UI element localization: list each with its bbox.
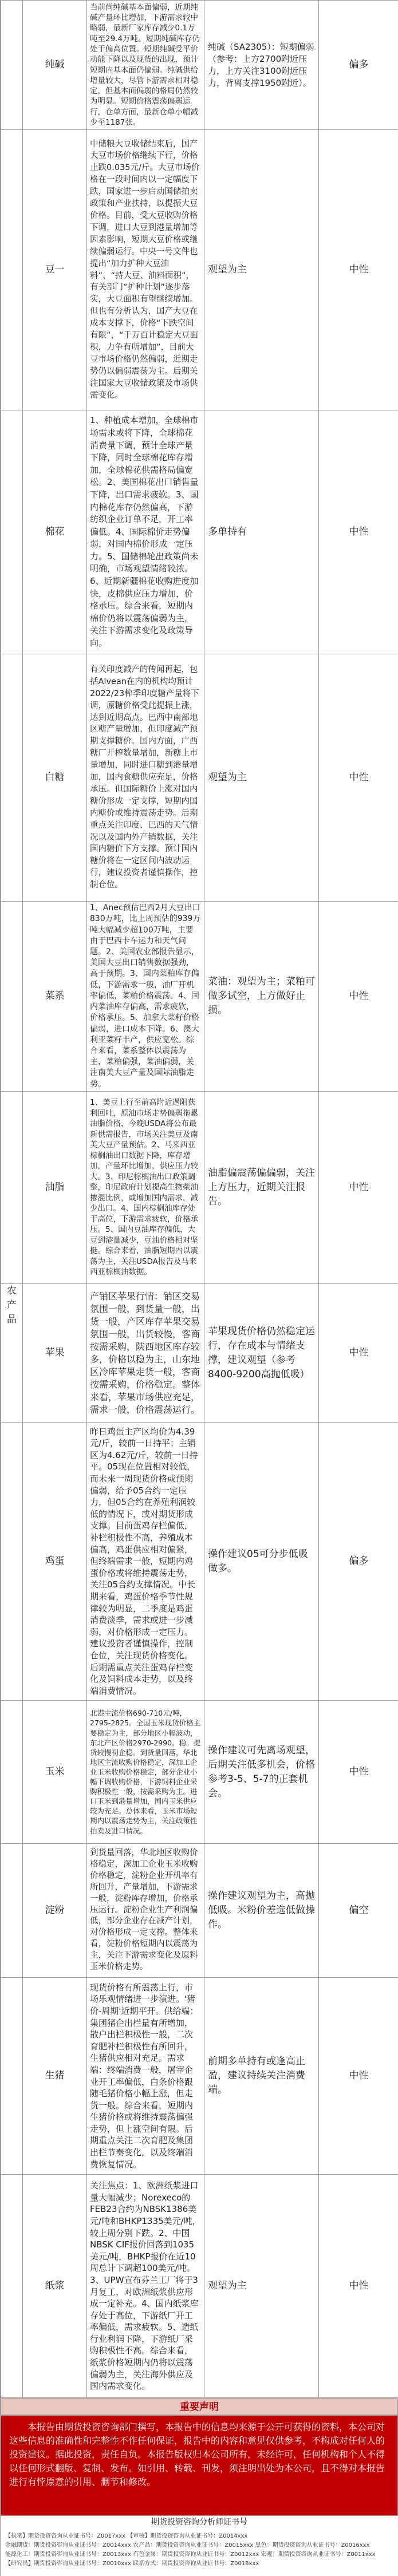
view-label: 偏多: [319, 1423, 398, 1701]
product-name: 菜系: [23, 902, 87, 1092]
credential-line: 金融期货：期货投资咨询从业证书号：Z0014xxx 农产品：期货投资咨询从业证书号：Z0015xxx 黑色：期货投资咨询从业证书号：Z0016xxx: [5, 2542, 370, 2549]
table-row: [1, 1284, 398, 1423]
category-cell: [1, 1423, 23, 1701]
table-row: [1, 410, 398, 654]
strategy-text: 油脂偏震荡偏偏弱，关注上方压力，近期关注报告。: [204, 1092, 319, 1284]
analysis-text: 现货价格有所震荡上行，市场乐观情绪进一步演进。'猪价-周期'近期平开。供给端：集团猪企出栏量有所增加，散户出栏积极性一般，二次育肥补栏积极性有所回升，生猪供应相对充足。需求端：终端消费一般，屠宰企业开工率偏低，白条价格跟随毛猪价格小幅上涨，但走货一般。综合来看，短期内生猪价格或将维持震荡偏强走势，但上涨空间有限。后期重点关注二次育肥及集团出栏节奏变化，以及终端消费恢复情况。: [87, 1978, 204, 2175]
table-row: [1, 1423, 398, 1701]
category-cell: [1, 1701, 23, 1844]
view-label: 中性: [319, 130, 398, 410]
product-name: 生猪: [23, 1978, 87, 2175]
credential-line: 能源化工：期货投资咨询从业证书号：Z0013xxx 有色金属：期货投资咨询从业证书号：Z0012xxx 宏观：期货投资咨询从业证书号：Z0011xxx: [5, 2551, 376, 2558]
strategy-text: 前期多单持有或逢高止盈，建议持续关注消费端。: [204, 1978, 319, 2175]
strategy-text: 苹果现货价格仍然稳定运行，存在成本与情绪支撑，建议观望（参考8400-9200高抛低吸）: [204, 1284, 319, 1423]
analysis-text: 1、美豆上行至前高附近遇阻获利回吐，原油市场走势偏弱拖累油脂价格，今晚USDA将公布最新供需报告，市场关注美豆及南美大豆产量预估。2、马来西亚棕榈油出口数据下降，库存增加，产量环比增加，供应压力较大。3、印尼棕榈油出口政策调整，印尼政府计划提高生物柴油掺混比例，或增加国内需求，减少出口。4、国内棕榈油库存处于高位，下游需求疲软，价格承压。5、国内豆油库存偏低，大豆到港量减少，豆油价格相对坚挺。综合来看，油脂短期内以震荡为主，关注USDA报告及马来西亚棕榈油数据。: [87, 1092, 204, 1284]
category-cell: [1, 654, 23, 902]
analysis-text: 到货量回落，华北地区收购价格稳定，深加工企业玉米收购价格稳定，淀粉企业开机率有所回升，产量增加，下游需求一般，淀粉库存增加，价格承压运行。淀粉企业生产利润偏低，部分企业存在减产计划，对价格形成一定支撑。整体来看，淀粉价格短期内以震荡为主，关注下游需求变化及原料玉米价格走势。: [87, 1844, 204, 1978]
strategy-text: 菜油：观望为主；菜粕可做多试空，上方做好止损。: [204, 902, 319, 1092]
category-cell: [1, 1092, 23, 1284]
product-name: 苹果: [23, 1284, 87, 1423]
table-row: [1, 1092, 398, 1284]
analyst-credentials: [1, 2531, 398, 2570]
product-name: 油脂: [23, 1092, 87, 1284]
table-row: [1, 1701, 398, 1844]
strategy-text: 观望为主: [204, 130, 319, 410]
strategy-text: 观望为主: [204, 2175, 319, 2398]
analysis-text: 中储粮大豆收储结束后，国产大豆市场价格继续下行，价格止跌0.035元/斤。大豆市场价格在一段时间内以一定幅度下跌，国家进一步启动国储拍卖政策和产业扶持，以提振大豆价格。目前，受大豆收购价格下调，进口大豆到港量增加等因素影响，短期大豆价格或继续偏弱运行。中央一号文件也提出“加力扩种大豆油料”、“持大豆、油料面积”，有关部门“扩种计划”逐步落实，大豆面积有望继续增加。但也有分析认为，国产大豆在成本支撑下，价格“下跌空间有限”，“千万百计稳定大豆面积，力争有所增加”，目前大豆市场价格仍然偏弱，近期走势仍以偏弱震荡为主。后期关注国家大豆收储政策及市场供需变化。: [87, 130, 204, 410]
category-cell: [1, 1, 23, 130]
strategy-text: 多单持有: [204, 410, 319, 654]
analysis-text: 北港主流价格690-710元/吨，2795-2825。全国玉米现货价格主要稳定为主，部分地区小幅波动，东北产区价格2970-2990。稳。提货较慢初企稳。到货量回落，华北地区主流收购价格稳定，深加工企业玉米收购价格稳定，部分企业小幅下调收购价格，下游饲料企业采购积极性一般，按需采购为主。进口玉米到港量增加，国内玉米供应较为充足。总体来看，玉米市场短期内以震荡走势为主，关注政策性拍卖及进口情况。: [87, 1701, 204, 1844]
disclaimer-title: 重要声明: [1, 2398, 398, 2415]
category-cell: [1, 902, 23, 1092]
category-cell: [1, 2175, 23, 2398]
category-cell: [1, 410, 23, 654]
view-label: 中性: [319, 1092, 398, 1284]
analysis-text: 昨日鸡蛋主产区均价为4.39元/斤，较前一日持平；主销区为4.62元/斤，较前一日持平。05现在位置相对较低，而未来一周现货价格或预期偏弱，给予05合约一定压力，但05合约在养殖利润较低的情况下，或对期货形成支撑。目前蛋鸡存栏偏低，补栏积极性不高，养殖成本偏高，鸡蛋供应相对偏紧，但终端需求一般，短期内鸡蛋价格或将维持震荡走势，关注05合约支撑情况。中长期来看，鸡蛋价格季节性规律较为明显，二季度是鸡蛋消费淡季，需求或进一步减弱，对价格形成一定压力。建议投资者谨慎操作，控制仓位，关注现货价格变化。后期需重点关注蛋鸡存栏变化及饲料成本走势，以及终端消费情况。: [87, 1423, 204, 1701]
analysis-text: 产销区苹果行情：销区交易氛围一般，到货量一般，出货一般，产区库存苹果交易氛围一般，出货较慢，客商按需采购，陕西地区库存较多，价格以稳为主，山东地区冷库苹果走货一般，客商按需采购，价格稳定。整体来看，苹果市场供应充足，需求一般，价格震荡运行。: [87, 1284, 204, 1423]
view-label: 中性: [319, 902, 398, 1092]
category-cell: [1, 1844, 23, 1978]
product-name: 玉米: [23, 1701, 87, 1844]
table-row: [1, 1978, 398, 2175]
product-name: 白糖: [23, 654, 87, 902]
view-label: 中性: [319, 2175, 398, 2398]
product-name: 鸡蛋: [23, 1423, 87, 1701]
table-row: [1, 130, 398, 410]
credential-line: 【执笔】期货投资咨询从业证书号：Z0017xxx 【审核】期货投资咨询从业证书号：Z0014xxx: [5, 2533, 248, 2539]
view-label: 偏空: [319, 1844, 398, 1978]
product-name: 纯碱: [23, 1, 87, 130]
analysis-text: 1、种植成本增加，全球棉市场需求或将下降，全球棉花消费量下调，预计全球产量下降，同时全球棉花库存增加，全球棉花供需格局偏宽松。2、美国棉花出口销售量下降，出口需求疲软。3、国内棉花库存仍然偏高，下游纺织企业订单不足，开工率偏低。4、国际棉价走势偏弱，对国内棉价形成一定压力。5、国储棉轮出政策尚未明确，市场观望情绪较浓。6、近期新疆棉花收购进度加快，皮棉供应压力增加，价格承压。综合来看，短期内棉价仍将以震荡偏弱为主，关注下游需求变化及政策导向。: [87, 410, 204, 654]
product-name: 棉花: [23, 410, 87, 654]
view-label: 中性: [319, 410, 398, 654]
table-row: [1, 2175, 398, 2398]
strategy-text: 操作建议观望为主，高抛低吸。米粉价差选低做操作。: [204, 1844, 319, 1978]
strategy-text: 操作建议可先离场观望，后期关注低多机会，价格参考3-5、5-7的正套机会。: [204, 1701, 319, 1844]
view-label: 中性: [319, 1701, 398, 1844]
product-name: 纸浆: [23, 2175, 87, 2398]
strategy-text: 观望为主: [204, 654, 319, 902]
analysis-text: 有关印度减产的传闻再起，包括Alvean在内的机构均预计2022/23榨季印度糖产量将下调，原糖价格受此提振上涨，达到近期高点。巴西中南部地区糖产量增加，但印度减产预期支撑糖价。国内方面，广西糖厂开榨数量增加，新糖上市量增加，同时进口糖到港量增加，国内食糖供应充足，价格承压。但国际糖价上涨对国内糖价形成一定支撑，短期内国内糖价或维持震荡走势。后期重点关注印度、巴西的天气情况以及国内外产销数据，关注国内糖价下方支撑。预计国内糖价将在一定区间内波动运行，建议投资者谨慎操作，控制仓位。: [87, 654, 204, 902]
product-name: 淀粉: [23, 1844, 87, 1978]
view-label: 中性: [319, 1284, 398, 1423]
table-row: [1, 1844, 398, 1978]
analysis-text: 1、Anec预估巴西2月大豆出口830万吨，比上周预估的939万吨大幅减少超100万吨，主要由于巴西卡车运力和天气问题。2、美国农业部报告显示，美国大豆出口销售数据强劲，高于预期。3、国内菜粕库存偏低，下游需求一般，油厂开机率偏低，菜粕价格震荡。4、国内菜油库存偏高，需求疲软，价格承压。5、加拿大菜籽价格偏弱，进口成本下降。6、澳大利亚菜籽丰产，供应宽松。综合来看，菜系整体以震荡为主，菜粕偏强，菜油偏弱，关注南美大豆产量及国际油脂走势。: [87, 902, 204, 1092]
qualification-notice: 期货投资咨询分析师证书号: [151, 2518, 247, 2527]
view-label: 偏多: [319, 1, 398, 130]
table-row: [1, 1, 398, 130]
analysis-text: 关注焦点：1、欧洲纸浆进口量大幅减少；Norexeco的FEB23合约为NBSK1386美元/吨和BHKP1335美元/吨，较上周分别下跌。2、中国NBSK CIF报价回落到1035美元/吨，BHKP报价在近10周总计下调超100美元/吨。3、UPW宣布芬兰工厂将于3月复工，对欧洲纸浆供应形成一定补充。4、国内纸浆库存处于高位，下游纸厂开工率偏低，需求疲软。5、造纸行业利润下降，下游纸厂采购积极性不高。综合来看，纸浆价格短期内仍将以震荡偏弱为主，关注海外供应及国内需求变化。: [87, 2175, 204, 2398]
strategy-text: 纯碱（SA2305）：短期偏弱（参考：上方2700附近压力，上方关注3100附近压力，背离支撑1950附近）。: [204, 1, 319, 130]
category-cell: [1, 130, 23, 410]
analysis-text: 当前尚纯碱基本面偏弱，近期纯碱产量环比增加，下游需求较中略弱，最新厂家库存减少0.1万吨至29.4万吨。短期纯碱库存仍处于偏高位置。短期纯碱受平价动能下降以及现货的出现，预计短期内基本面仍偏弱。纯碱供给增量较大，尽管下游需求相对稳定，但基本面偏弱的格局仍然较为明显。短期价格震荡偏弱运行，仓单方面，最新仓单小幅减少至1187张。: [87, 1, 204, 130]
category-cell: [1, 1978, 23, 2175]
credential-line: 【研究员】期货投资咨询从业证书号：Z0010xxx 联系方式：期货投资咨询从业证书号：Z0018xxx: [5, 2561, 259, 2567]
view-label: 中性: [319, 1978, 398, 2175]
strategy-text: 操作建议05可分步低吸做多。: [204, 1423, 319, 1701]
category-label: 农产品: [1, 1284, 23, 1423]
table-row: [1, 654, 398, 902]
disclaimer-body: 本报告由期货投资咨询部门撰写，本报告中的信息均来源于公开可获得的资料，本公司对这些信息的准确性和完整性不作任何保证，报告中的内容和意见仅供参考，不构成对任何人的投资建议。据此投资，责任自负。本报告版权归本公司所有，未经许可，任何机构和个人不得以任何形式翻版、复制、发布。如引用、转载、刊发，须注明出处为本公司，且不得对本报告进行有悖原意的引用、删节和修改。: [1, 2415, 398, 2516]
table-row: [1, 902, 398, 1092]
product-name: 豆一: [23, 130, 87, 410]
strategy-table: [1, 0, 398, 2398]
view-label: 中性: [319, 654, 398, 902]
